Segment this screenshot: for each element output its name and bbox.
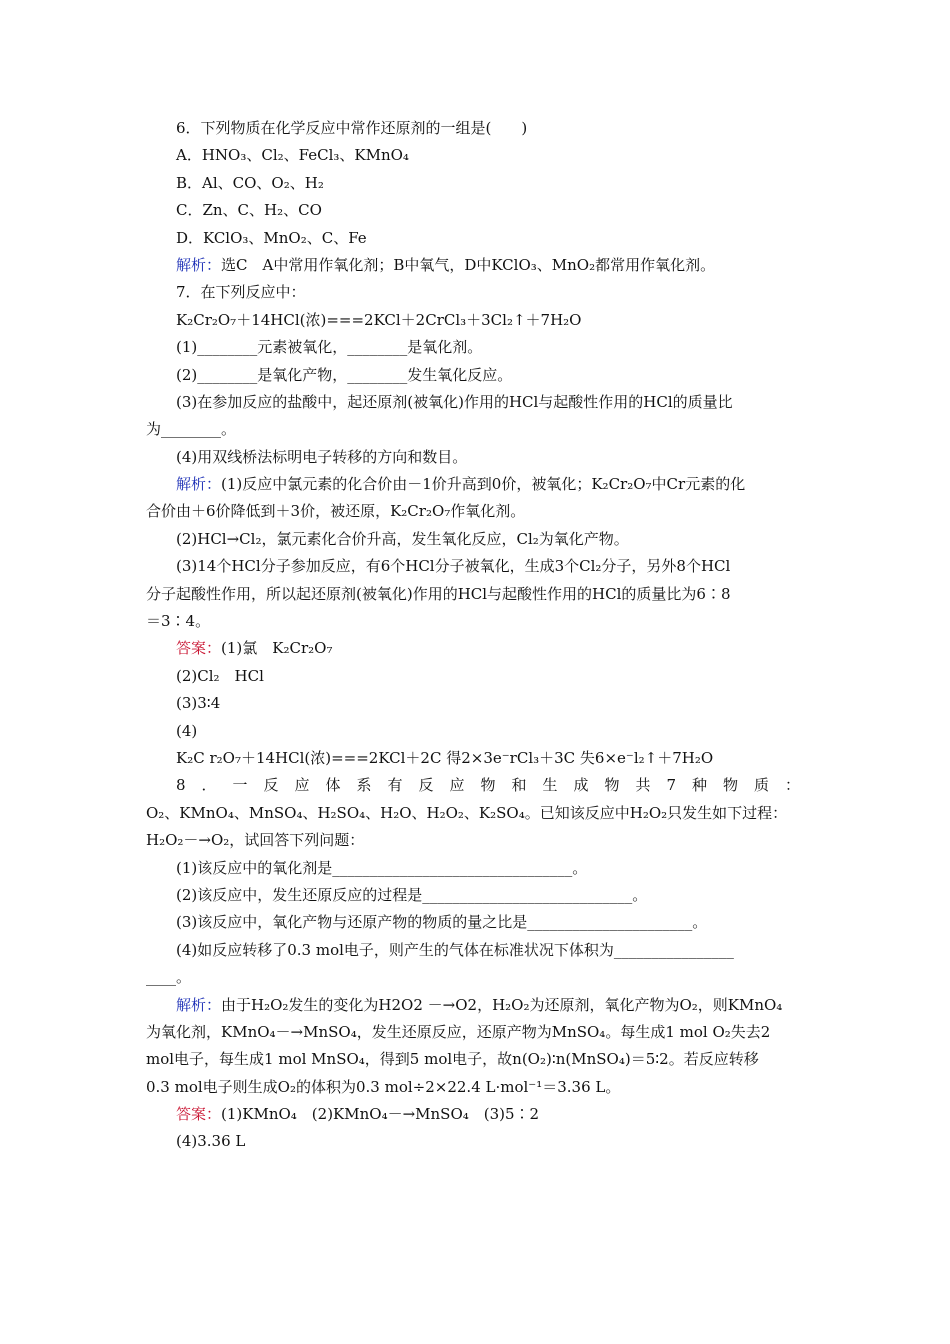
line-text: (3)该反应中，氧化产物与还原产物的物质的量之比是______________________。 xyxy=(176,913,708,932)
line-text: H₂O₂－→O₂，试回答下列问题： xyxy=(146,831,365,850)
text-line xyxy=(146,1019,810,1046)
line-text: (3)14个HCl分子参加反应，有6个HCl分子被氧化，生成3个Cl₂分子，另外8个HCl xyxy=(176,557,731,576)
text-line xyxy=(146,170,810,197)
text-line xyxy=(146,553,810,580)
text-line xyxy=(146,772,810,799)
line-text: (1)________元素被氧化，________是氧化剂。 xyxy=(176,338,483,357)
text-line xyxy=(146,964,810,991)
text-line xyxy=(146,197,810,224)
text-line xyxy=(146,307,810,334)
text-line xyxy=(146,115,810,142)
line-text: 选C A中常用作氧化剂；B中氧气，D中KClO₃、MnO₂都常用作氧化剂。 xyxy=(221,255,716,274)
answer-line xyxy=(146,635,810,662)
line-text: ____。 xyxy=(146,968,192,987)
line-text: 0.3 mol电子则生成O₂的体积为0.3 mol÷2×22.4 L·mol⁻¹＝3.36 L。 xyxy=(146,1077,621,1096)
line-text: 6．下列物质在化学反应中常作还原剂的一组是( ) xyxy=(176,119,528,137)
line-text: (1)氯 K₂Cr₂O₇ xyxy=(221,639,333,658)
text-line xyxy=(146,416,810,443)
line-text: 7．在下列反应中： xyxy=(176,283,306,302)
text-line xyxy=(146,526,810,553)
text-line xyxy=(146,690,810,717)
line-text: 8．一反应体系有反应物和生成物共7种物质： xyxy=(176,776,810,795)
line-text: 分子起酸性作用，所以起还原剂(被氧化)作用的HCl与起酸性作用的HCl的质量比为6∶8 xyxy=(146,584,731,603)
text-line xyxy=(146,745,810,772)
text-line xyxy=(146,581,810,608)
line-text: (2)HCl→Cl₂，氯元素化合价升高，发生氧化反应，Cl₂为氧化产物。 xyxy=(176,529,629,548)
text-line xyxy=(146,279,810,306)
line-text: (2)Cl₂ HCl xyxy=(176,666,264,685)
line-text: 为氧化剂，KMnO₄－→MnSO₄，发生还原反应，还原产物为MnSO₄。每生成1 mol O₂失去2 xyxy=(146,1022,771,1041)
text-line xyxy=(146,937,810,964)
text-line xyxy=(146,800,810,827)
answer-line xyxy=(146,1101,810,1128)
answer-label: 答案： xyxy=(176,639,222,658)
line-text: (1)KMnO₄ (2)KMnO₄－→MnSO₄ (3)5∶2 xyxy=(221,1105,540,1124)
text-line xyxy=(146,334,810,361)
analysis-label: 解析： xyxy=(176,255,222,274)
line-text: (1)反应中氯元素的化合价由－1价升高到0价，被氧化；K₂Cr₂O₇中Cr元素的化 xyxy=(221,475,746,494)
text-line xyxy=(146,1046,810,1073)
text-line xyxy=(146,663,810,690)
text-line xyxy=(146,362,810,389)
text-line xyxy=(146,855,810,882)
text-line xyxy=(146,882,810,909)
answer-label: 答案： xyxy=(176,1105,222,1124)
line-text: D．KClO₃、MnO₂、C、Fe xyxy=(176,228,367,247)
text-line xyxy=(146,142,810,169)
text-line xyxy=(146,1074,810,1101)
text-line xyxy=(146,909,810,936)
analysis-line xyxy=(146,471,810,498)
line-text: 合价由＋6价降低到＋3价，被还原，K₂Cr₂O₇作氧化剂。 xyxy=(146,502,526,521)
text-line xyxy=(146,225,810,252)
line-text: B．Al、CO、O₂、H₂ xyxy=(176,173,324,192)
line-text: K₂C r₂O₇＋14HCl(浓)===2KCl＋2C 得2×3e⁻rCl₃＋3C 失6×e⁻l₂↑＋7H₂O xyxy=(176,748,714,767)
text-line xyxy=(146,444,810,471)
text-line xyxy=(146,718,810,745)
line-text: (4) xyxy=(176,721,198,740)
line-text: mol电子，每生成1 mol MnSO₄，得到5 mol电子，故n(O₂)∶n(MnSO₄)＝5∶2。若反应转移 xyxy=(146,1050,759,1069)
text-line xyxy=(146,498,810,525)
text-line xyxy=(146,389,810,416)
line-text: (2)________是氧化产物，________发生氧化反应。 xyxy=(176,365,513,384)
text-line xyxy=(146,1128,810,1155)
line-text: (4)3.36 L xyxy=(176,1132,246,1151)
line-text: A．HNO₃、Cl₂、FeCl₃、KMnO₄ xyxy=(176,146,409,165)
analysis-label: 解析： xyxy=(176,995,222,1014)
line-text: (2)该反应中，发生还原反应的过程是____________________________。 xyxy=(176,885,648,904)
text-line xyxy=(146,827,810,854)
line-text: (3)3∶4 xyxy=(176,694,221,713)
analysis-label: 解析： xyxy=(176,475,222,494)
line-text: K₂Cr₂O₇＋14HCl(浓)===2KCl＋2CrCl₃＋3Cl₂↑＋7H₂O xyxy=(176,310,582,329)
line-text: (1)该反应中的氧化剂是________________________________。 xyxy=(176,858,588,877)
text-line xyxy=(146,608,810,635)
analysis-line xyxy=(146,992,810,1019)
line-text: 为________。 xyxy=(146,420,237,439)
document-page xyxy=(146,115,810,1156)
line-text: (4)用双线桥法标明电子转移的方向和数目。 xyxy=(176,447,468,466)
line-text: 由于H₂O₂发生的变化为H2O2 －→O2，H₂O₂为还原剂，氧化产物为O₂，则KMnO₄ xyxy=(221,995,783,1014)
line-text: ＝3∶4。 xyxy=(146,612,211,631)
line-text: O₂、KMnO₄、MnSO₄、H₂SO₄、H₂O、H₂O₂、K₂SO₄。已知该反应中H₂O₂只发生如下过程： xyxy=(146,803,788,822)
analysis-line xyxy=(146,252,810,279)
line-text: (3)在参加反应的盐酸中，起还原剂(被氧化)作用的HCl与起酸性作用的HCl的质量比 xyxy=(176,392,733,411)
line-text: C．Zn、C、H₂、CO xyxy=(176,201,322,220)
line-text: (4)如反应转移了0.3 mol电子，则产生的气体在标准状况下体积为________________ xyxy=(176,940,734,959)
